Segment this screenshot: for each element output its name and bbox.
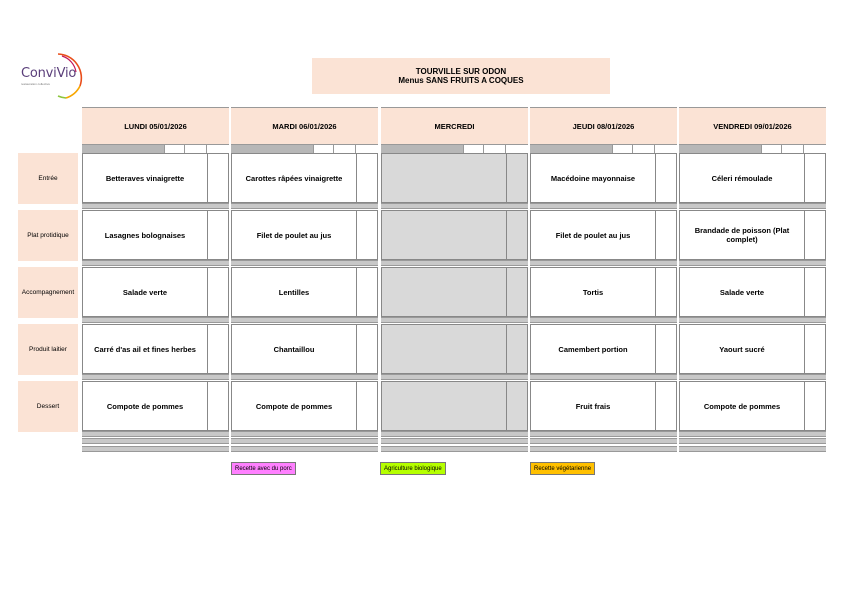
row-label: Produit laitier: [18, 324, 78, 375]
page-title: [312, 58, 610, 94]
menu-item-text: Chantaillou: [273, 344, 315, 354]
menu-item-text: Lasagnes bolognaises: [104, 230, 186, 240]
menu-item-text: Carré d'as ail et fines herbes: [94, 344, 196, 354]
empty-day-cell: [381, 210, 528, 260]
row-separator: [381, 203, 528, 209]
footer-band: [381, 446, 528, 452]
menu-item-text: Salade verte: [122, 287, 168, 297]
row-separator: [530, 260, 677, 266]
row-label: Accompagnement: [18, 267, 78, 318]
menu-item-text: Camembert portion: [558, 344, 628, 354]
row-separator: [82, 203, 229, 209]
menu-cell: [231, 324, 378, 374]
menu-item-text: Salade verte: [719, 287, 765, 297]
menu-cell: [679, 153, 826, 203]
title-line-2: Menus SANS FRUITS A COQUES: [398, 76, 524, 85]
menu-cell: [82, 381, 229, 431]
row-separator: [82, 317, 229, 323]
menu-cell: [530, 267, 677, 317]
row-separator: [231, 260, 378, 266]
row-separator: [530, 203, 677, 209]
row-separator: [82, 374, 229, 380]
empty-day-cell: [381, 267, 528, 317]
menu-item-text: [382, 268, 506, 316]
row-separator: [82, 431, 229, 437]
row-separator: [530, 317, 677, 323]
menu-item-text: [382, 382, 506, 430]
day-header: JEUDI 08/01/2026: [530, 107, 677, 145]
menu-cell: [679, 210, 826, 260]
day-header: LUNDI 05/01/2026: [82, 107, 229, 145]
menu-item-text: Carottes râpées vinaigrette: [245, 173, 343, 183]
row-separator: [679, 260, 826, 266]
menu-cell: [82, 210, 229, 260]
menu-item-text: Brandade de poisson (Plat complet): [694, 226, 790, 244]
row-separator: [679, 431, 826, 437]
legend-item: Agriculture biologique: [380, 462, 446, 475]
logo-tagline: restauration collective: [21, 82, 51, 86]
menu-cell: [82, 324, 229, 374]
title-line-1: TOURVILLE SUR ODON: [415, 67, 507, 76]
row-separator: [530, 431, 677, 437]
menu-item-text: [382, 211, 506, 259]
menu-item-text: Filet de poulet au jus: [256, 230, 332, 240]
menu-item-text: Compote de pommes: [106, 401, 184, 411]
footer-band: [82, 446, 229, 452]
menu-cell: [679, 324, 826, 374]
empty-day-cell: [381, 153, 528, 203]
menu-cell: [231, 381, 378, 431]
empty-day-cell: [381, 381, 528, 431]
row-separator: [679, 317, 826, 323]
menu-item-text: [382, 154, 506, 202]
day-header: VENDREDI 09/01/2026: [679, 107, 826, 145]
menu-cell: [530, 324, 677, 374]
menu-cell: [82, 267, 229, 317]
footer-band: [231, 438, 378, 444]
footer-band: [82, 438, 229, 444]
empty-day-cell: [381, 324, 528, 374]
row-separator: [381, 374, 528, 380]
legend-item: Recette végétarienne: [530, 462, 595, 475]
row-label: Dessert: [18, 381, 78, 432]
legend-item: Recette avec du porc: [231, 462, 296, 475]
row-separator: [381, 431, 528, 437]
day-header: MARDI 06/01/2026: [231, 107, 378, 145]
menu-cell: [231, 153, 378, 203]
menu-cell: [530, 381, 677, 431]
logo-text: ConviVio: [21, 66, 77, 81]
row-separator: [679, 203, 826, 209]
footer-band: [530, 438, 677, 444]
row-label: Plat protidique: [18, 210, 78, 261]
menu-cell: [530, 210, 677, 260]
menu-item-text: Fruit frais: [575, 401, 611, 411]
menu-item-text: Tortis: [582, 287, 604, 297]
day-header: MERCREDI: [381, 107, 528, 145]
menu-cell: [679, 267, 826, 317]
row-label: Entrée: [18, 153, 78, 204]
menu-cell: [679, 381, 826, 431]
menu-cell: [231, 210, 378, 260]
menu-item-text: Betteraves vinaigrette: [105, 173, 185, 183]
convivio-logo: [18, 48, 90, 100]
row-separator: [231, 203, 378, 209]
menu-item-text: Compote de pommes: [255, 401, 333, 411]
row-separator: [530, 374, 677, 380]
menu-cell: [82, 153, 229, 203]
row-separator: [231, 374, 378, 380]
menu-cell: [530, 153, 677, 203]
menu-item-text: Compote de pommes: [703, 401, 781, 411]
menu-cell: [231, 267, 378, 317]
footer-band: [381, 438, 528, 444]
menu-item-text: Filet de poulet au jus: [555, 230, 631, 240]
menu-item-text: Yaourt sucré: [719, 344, 765, 354]
footer-band: [679, 446, 826, 452]
row-separator: [231, 317, 378, 323]
menu-item-text: [382, 325, 506, 373]
row-separator: [82, 260, 229, 266]
row-separator: [381, 260, 528, 266]
menu-item-text: Macédoine mayonnaise: [550, 173, 636, 183]
row-separator: [679, 374, 826, 380]
footer-band: [231, 446, 378, 452]
row-separator: [381, 317, 528, 323]
menu-item-text: Lentilles: [278, 287, 310, 297]
footer-band: [679, 438, 826, 444]
menu-item-text: Céleri rémoulade: [711, 173, 773, 183]
footer-band: [530, 446, 677, 452]
row-separator: [231, 431, 378, 437]
